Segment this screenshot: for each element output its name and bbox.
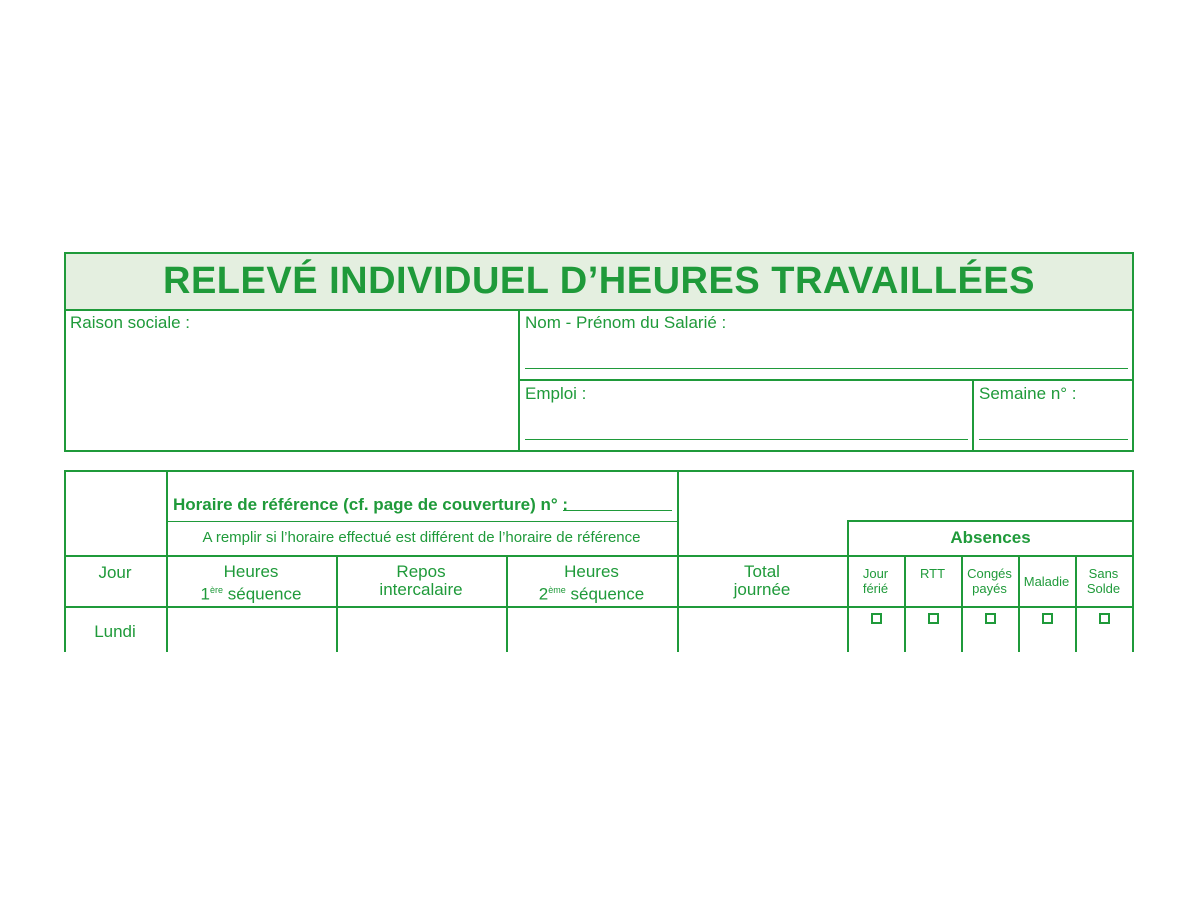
nom-prenom-field[interactable] [525, 368, 1128, 369]
heures2-cell[interactable] [508, 608, 675, 652]
form-title: RELEVÉ INDIVIDUEL D’HEURES TRAVAILLÉES [66, 254, 1132, 309]
table-top-border [64, 470, 1134, 472]
heures1-rest: séquence [223, 584, 302, 604]
repos-cell[interactable] [338, 608, 504, 652]
checkbox-jour-ferie[interactable] [871, 613, 882, 624]
col-header-heures1 [166, 563, 336, 604]
col-header-heures2 [506, 563, 677, 604]
nom-prenom-label: Nom - Prénom du Salarié : [525, 313, 727, 332]
heures1-line2 [166, 581, 336, 604]
repos-line2: intercalaire [379, 580, 463, 599]
horaire-divider [166, 521, 677, 522]
col-header-total [677, 563, 847, 599]
raison-sociale-label: Raison sociale : [70, 313, 191, 332]
conges-line2: payés [972, 581, 1007, 596]
absences-heading: Absences [950, 528, 1031, 547]
total-line1: Total [744, 562, 780, 581]
row-day: Lundi [94, 622, 136, 641]
emploi-label: Emploi : [525, 384, 587, 403]
col-header-ferie [847, 566, 904, 596]
table-right-border [1132, 470, 1134, 652]
heures2-line1: Heures [564, 562, 619, 581]
title-divider [64, 309, 1134, 311]
horaire-reference-label: Horaire de référence (cf. page de couverture) n° : [173, 495, 569, 514]
col-header-jour: Jour [98, 563, 132, 582]
heures1-num: 1 [200, 584, 210, 604]
col-header-conges [961, 566, 1018, 596]
conges-line1: Congés [967, 566, 1012, 581]
ferie-line2: férié [862, 581, 889, 596]
ferie-line1: Jour [862, 566, 889, 581]
semaine-label: Semaine n° : [979, 384, 1077, 403]
checkbox-maladie[interactable] [1042, 613, 1053, 624]
total-line2: journée [733, 580, 791, 599]
absences-top-border [847, 520, 1134, 522]
col-divider-conges [1018, 555, 1020, 652]
emploi-field[interactable] [525, 439, 968, 440]
sans-solde-line1: Sans [1088, 566, 1119, 581]
col-header-repos [336, 563, 506, 599]
nom-emploi-divider [518, 379, 1134, 381]
raison-sociale-field[interactable] [66, 334, 516, 448]
checkbox-conges-payes[interactable] [985, 613, 996, 624]
heures2-sup: ème [548, 585, 566, 595]
heures1-cell[interactable] [168, 608, 334, 652]
heures1-sup: ère [210, 585, 224, 595]
total-cell[interactable] [679, 608, 845, 652]
sans-solde-line2: Solde [1086, 581, 1121, 596]
checkbox-sans-solde[interactable] [1099, 613, 1110, 624]
emploi-semaine-divider [972, 379, 974, 452]
repos-line1: Repos [396, 562, 446, 581]
semaine-field[interactable] [979, 439, 1128, 440]
horaire-reference-field[interactable] [563, 510, 672, 511]
checkbox-rtt[interactable] [928, 613, 939, 624]
col-header-maladie: Maladie [1023, 574, 1070, 589]
header-row-top [64, 555, 1134, 557]
a-remplir-note: A remplir si l’horaire effectué est différent de l’horaire de référence [202, 529, 641, 546]
heures1-line1: Heures [223, 562, 279, 581]
col-header-sans-solde [1075, 566, 1132, 596]
heures2-line2 [506, 581, 677, 604]
col-header-rtt: RTT [919, 566, 946, 581]
heures2-num: 2 [538, 584, 549, 604]
heures2-rest: séquence [565, 584, 645, 604]
